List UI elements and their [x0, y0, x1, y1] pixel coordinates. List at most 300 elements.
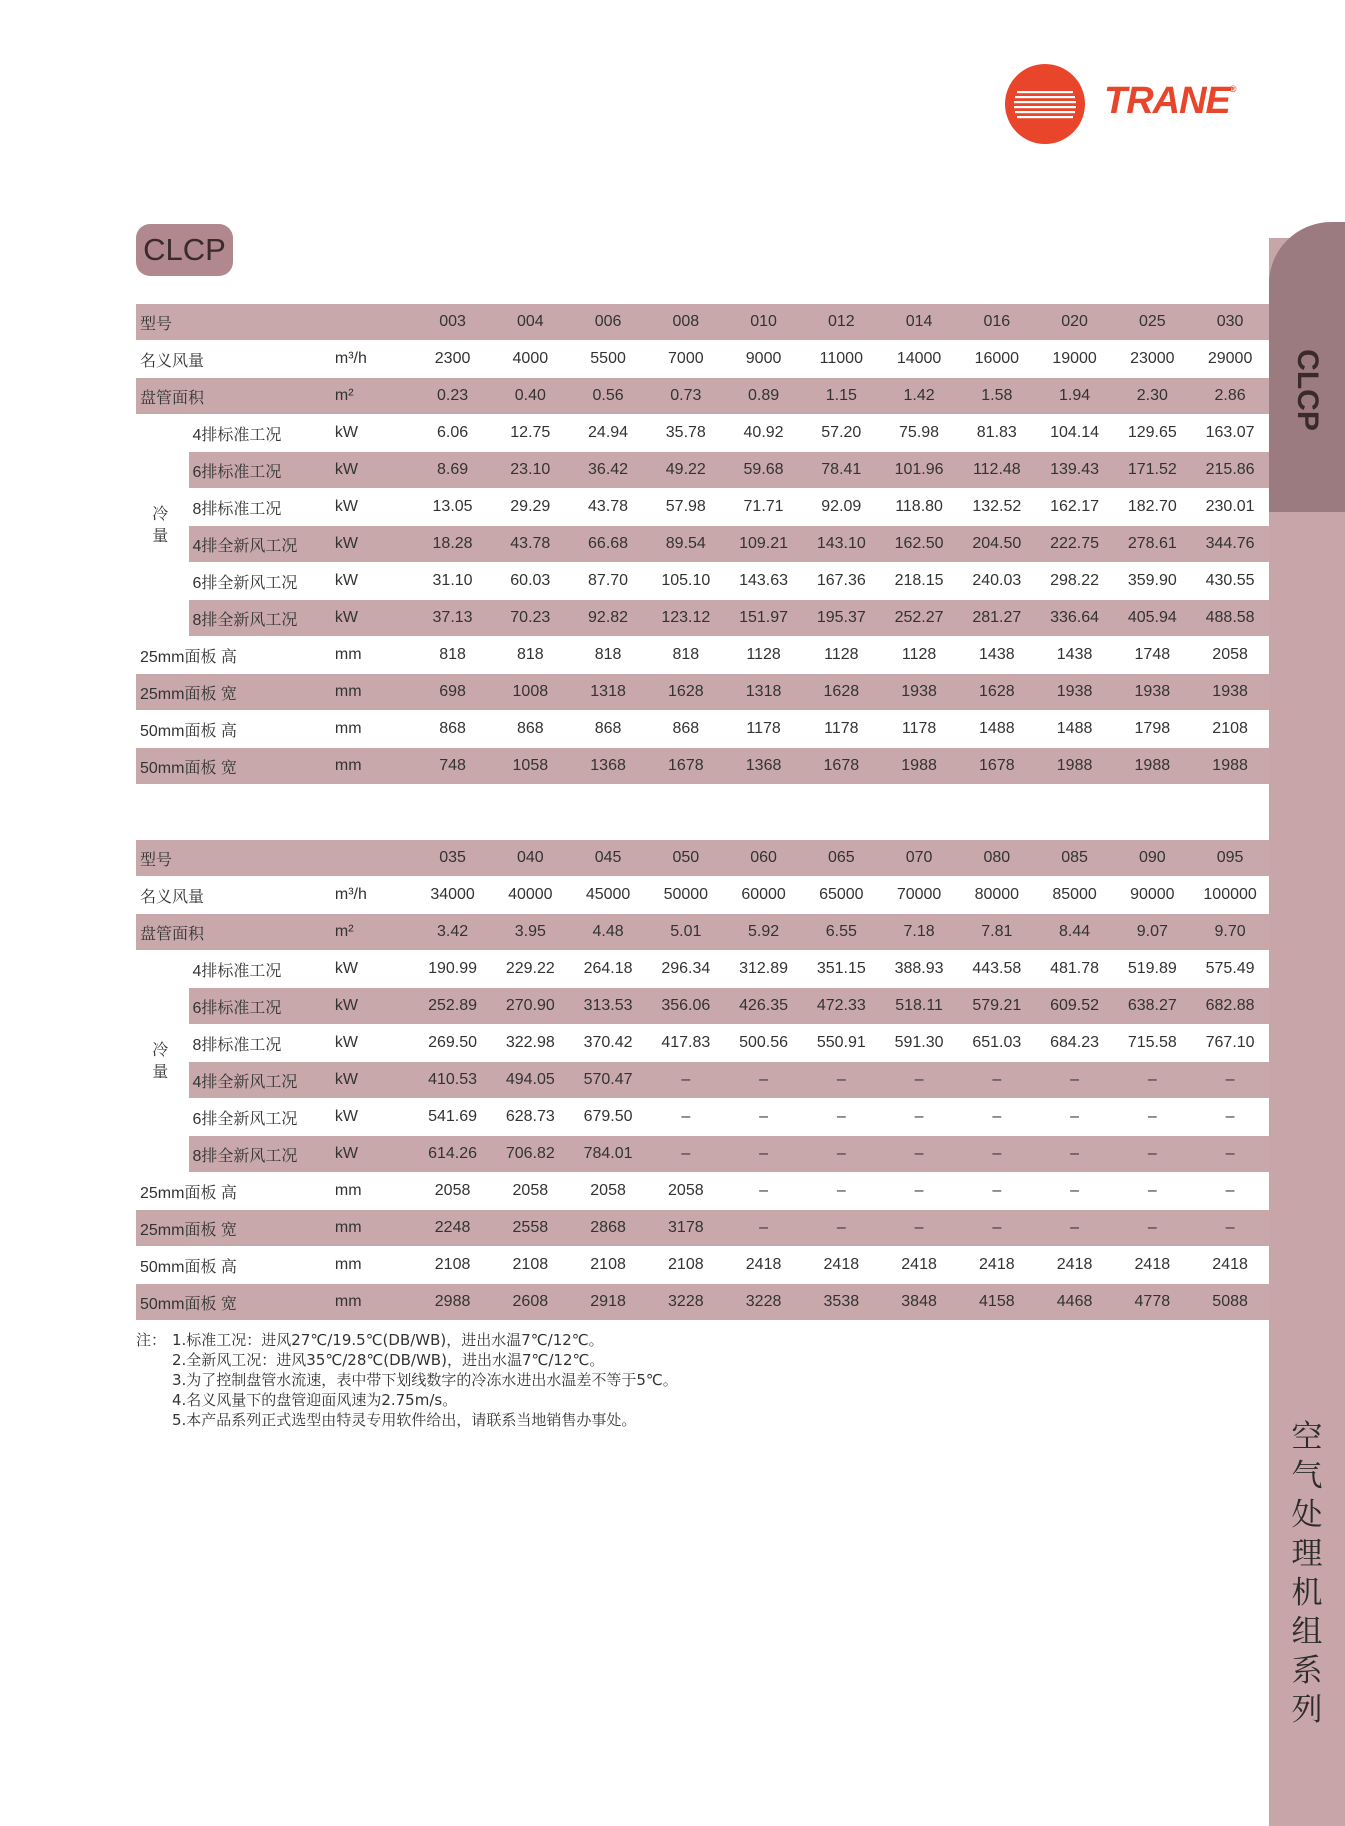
table-cell: 218.15 — [880, 563, 958, 600]
table-cell: 494.05 — [491, 1062, 569, 1099]
table-cell: 651.03 — [958, 1025, 1036, 1062]
trane-logo-icon — [1005, 64, 1085, 144]
table-cell: 2418 — [1036, 1247, 1114, 1284]
side-tab-title — [1269, 1418, 1345, 1730]
table-row — [136, 1025, 1269, 1062]
row-label: 25mm面板 高 — [136, 637, 331, 674]
table-cell: 45000 — [569, 877, 647, 914]
model-header-cell: 003 — [414, 304, 492, 341]
table-cell: 43.78 — [491, 526, 569, 563]
table-cell: 5088 — [1191, 1284, 1269, 1321]
table-cell: 60000 — [725, 877, 803, 914]
table-cell: 405.94 — [1113, 600, 1191, 637]
table-cell: 1678 — [958, 748, 1036, 785]
table-row — [136, 1173, 1269, 1210]
table-cell: – — [958, 1062, 1036, 1099]
table-cell: – — [1036, 1062, 1114, 1099]
table-cell: 638.27 — [1113, 988, 1191, 1025]
table-cell: – — [802, 1136, 880, 1173]
table-cell: 2418 — [802, 1247, 880, 1284]
table-cell: 4158 — [958, 1284, 1036, 1321]
table-cell: – — [1036, 1136, 1114, 1173]
table-row — [136, 674, 1269, 711]
row-unit — [331, 304, 414, 341]
table-cell: 818 — [414, 637, 492, 674]
table-cell: 1008 — [491, 674, 569, 711]
table-cell: – — [958, 1136, 1036, 1173]
row-unit: kW — [331, 489, 414, 526]
table-cell: 0.40 — [491, 378, 569, 415]
table-cell: 163.07 — [1191, 415, 1269, 452]
table-cell: 112.48 — [958, 452, 1036, 489]
note-item: 1.标准工况：进风27℃/19.5℃(DB/WB)，进出水温7℃/12℃。 — [172, 1331, 604, 1349]
table-cell: 2608 — [491, 1284, 569, 1321]
table-cell: 278.61 — [1113, 526, 1191, 563]
table-cell: 162.17 — [1036, 489, 1114, 526]
table-cell: 229.22 — [491, 951, 569, 988]
table-row — [136, 1099, 1269, 1136]
table-cell: 190.99 — [414, 951, 492, 988]
table-cell: 59.68 — [725, 452, 803, 489]
row-unit: mm — [331, 674, 414, 711]
model-header-cell: 014 — [880, 304, 958, 341]
table-cell: 1.94 — [1036, 378, 1114, 415]
model-header-cell: 006 — [569, 304, 647, 341]
model-header-cell: 004 — [491, 304, 569, 341]
table-cell: 443.58 — [958, 951, 1036, 988]
row-unit: m² — [331, 378, 414, 415]
table-cell: 1128 — [802, 637, 880, 674]
table-cell: 1988 — [1191, 748, 1269, 785]
table-cell: 222.75 — [1036, 526, 1114, 563]
table-cell: 2058 — [1191, 637, 1269, 674]
side-title-char: 机 — [1291, 1575, 1323, 1611]
table-cell: 2418 — [1113, 1247, 1191, 1284]
row-unit: m² — [331, 914, 414, 951]
model-header-cell: 035 — [414, 840, 492, 877]
table-cell: 85000 — [1036, 877, 1114, 914]
table-cell: 500.56 — [725, 1025, 803, 1062]
table-cell: 818 — [569, 637, 647, 674]
model-header-cell: 020 — [1036, 304, 1114, 341]
table-cell: – — [1191, 1062, 1269, 1099]
table-cell: 1.42 — [880, 378, 958, 415]
row-unit: kW — [331, 1136, 414, 1173]
note-item: 4.名义风量下的盘管迎面风速为2.75m/s。 — [172, 1391, 458, 1409]
table-cell: 868 — [569, 711, 647, 748]
table-cell: 19000 — [1036, 341, 1114, 378]
table-cell: 162.50 — [880, 526, 958, 563]
table-cell: 50000 — [647, 877, 725, 914]
table-cell: 3178 — [647, 1210, 725, 1247]
table-cell: – — [647, 1099, 725, 1136]
side-title-char: 组 — [1291, 1614, 1323, 1650]
table-cell: 298.22 — [1036, 563, 1114, 600]
row-label: 50mm面板 高 — [136, 711, 331, 748]
row-unit: kW — [331, 1099, 414, 1136]
spec-table-2 — [136, 840, 1269, 1321]
table-cell: 430.55 — [1191, 563, 1269, 600]
table-cell: 426.35 — [725, 988, 803, 1025]
row-unit: kW — [331, 452, 414, 489]
notes-list — [172, 1330, 678, 1430]
table-cell: 3228 — [647, 1284, 725, 1321]
side-title-char: 处 — [1291, 1497, 1323, 1533]
table-cell: 3848 — [880, 1284, 958, 1321]
table-cell: 488.58 — [1191, 600, 1269, 637]
model-header-cell: 085 — [1036, 840, 1114, 877]
table-cell: 36.42 — [569, 452, 647, 489]
brand-wordmark: TRANE® — [1104, 80, 1236, 122]
table-cell: 3538 — [802, 1284, 880, 1321]
table-cell: 100000 — [1191, 877, 1269, 914]
table-cell: 519.89 — [1113, 951, 1191, 988]
table-cell: 550.91 — [802, 1025, 880, 1062]
table-cell: 29.29 — [491, 489, 569, 526]
row-label: 25mm面板 宽 — [136, 1210, 331, 1247]
table-cell: 322.98 — [491, 1025, 569, 1062]
table-cell: 104.14 — [1036, 415, 1114, 452]
row-label: 8排标准工况 — [189, 489, 331, 526]
table-cell: 24.94 — [569, 415, 647, 452]
row-label: 4排全新风工况 — [189, 1062, 331, 1099]
model-header-cell: 045 — [569, 840, 647, 877]
table-cell: 105.10 — [647, 563, 725, 600]
row-unit: kW — [331, 563, 414, 600]
table-cell: 868 — [414, 711, 492, 748]
table-row — [136, 840, 1269, 877]
table-cell: 151.97 — [725, 600, 803, 637]
table-cell: 1628 — [958, 674, 1036, 711]
table-cell: 1178 — [725, 711, 803, 748]
table-cell: 628.73 — [491, 1099, 569, 1136]
table-cell: – — [958, 1099, 1036, 1136]
row-label: 型号 — [136, 840, 331, 877]
table-cell: 14000 — [880, 341, 958, 378]
table-cell: 7.18 — [880, 914, 958, 951]
table-cell: 388.93 — [880, 951, 958, 988]
table-cell: 370.42 — [569, 1025, 647, 1062]
row-label: 型号 — [136, 304, 331, 341]
table-cell: – — [802, 1210, 880, 1247]
table-cell: 2058 — [491, 1173, 569, 1210]
table-cell: 80000 — [958, 877, 1036, 914]
table-cell: 101.96 — [880, 452, 958, 489]
table-cell: 90000 — [1113, 877, 1191, 914]
row-label: 25mm面板 高 — [136, 1173, 331, 1210]
table-cell: 87.70 — [569, 563, 647, 600]
table-cell: 1128 — [880, 637, 958, 674]
row-label: 8排全新风工况 — [189, 1136, 331, 1173]
row-label: 25mm面板 宽 — [136, 674, 331, 711]
table-cell: 8.69 — [414, 452, 492, 489]
table-cell: 868 — [491, 711, 569, 748]
model-header-cell: 025 — [1113, 304, 1191, 341]
table-cell: 23000 — [1113, 341, 1191, 378]
table-cell: 609.52 — [1036, 988, 1114, 1025]
table-cell: 1678 — [802, 748, 880, 785]
table-cell: 1128 — [725, 637, 803, 674]
table-cell: 2108 — [414, 1247, 492, 1284]
table-cell: 92.09 — [802, 489, 880, 526]
table-row — [136, 711, 1269, 748]
cooling-capacity-group-label: 冷 量 — [136, 415, 189, 637]
table-cell: 1988 — [880, 748, 958, 785]
table-cell: 296.34 — [647, 951, 725, 988]
table-cell: 70.23 — [491, 600, 569, 637]
table-cell: – — [647, 1062, 725, 1099]
table-cell: 818 — [647, 637, 725, 674]
table-cell: – — [1191, 1210, 1269, 1247]
table-cell: 2248 — [414, 1210, 492, 1247]
table-row — [136, 526, 1269, 563]
table-row — [136, 600, 1269, 637]
row-unit: kW — [331, 1025, 414, 1062]
table-cell: 1318 — [569, 674, 647, 711]
side-title-char: 空 — [1291, 1419, 1323, 1455]
table-cell: 281.27 — [958, 600, 1036, 637]
table-cell: 417.83 — [647, 1025, 725, 1062]
table-cell: 40.92 — [725, 415, 803, 452]
table-cell: – — [1191, 1136, 1269, 1173]
row-label: 4排标准工况 — [189, 951, 331, 988]
note-item: 5.本产品系列正式选型由特灵专用软件给出，请联系当地销售办事处。 — [172, 1411, 637, 1429]
table-cell: 182.70 — [1113, 489, 1191, 526]
model-header-cell: 050 — [647, 840, 725, 877]
table-cell: 18.28 — [414, 526, 492, 563]
table-cell: 92.82 — [569, 600, 647, 637]
table-cell: 7000 — [647, 341, 725, 378]
row-label: 8排标准工况 — [189, 1025, 331, 1062]
table-cell: 3.95 — [491, 914, 569, 951]
table-cell: – — [1036, 1099, 1114, 1136]
table-cell: 57.98 — [647, 489, 725, 526]
model-header-cell: 040 — [491, 840, 569, 877]
table-cell: 1628 — [802, 674, 880, 711]
table-cell: – — [1113, 1062, 1191, 1099]
table-cell: 1318 — [725, 674, 803, 711]
table-cell: 575.49 — [1191, 951, 1269, 988]
row-unit: mm — [331, 711, 414, 748]
table-cell: 336.64 — [1036, 600, 1114, 637]
table-cell: 31.10 — [414, 563, 492, 600]
table-cell: 139.43 — [1036, 452, 1114, 489]
table-cell: 9000 — [725, 341, 803, 378]
table-cell: 7.81 — [958, 914, 1036, 951]
table-cell: 9.07 — [1113, 914, 1191, 951]
table-cell: – — [880, 1062, 958, 1099]
side-title-char: 系 — [1291, 1653, 1323, 1689]
table-cell: 11000 — [802, 341, 880, 378]
table-row — [136, 563, 1269, 600]
table-cell: 71.71 — [725, 489, 803, 526]
table-cell: 1.15 — [802, 378, 880, 415]
table-cell: 1178 — [880, 711, 958, 748]
table-cell: – — [880, 1210, 958, 1247]
table-cell: 5.92 — [725, 914, 803, 951]
table-cell: – — [725, 1210, 803, 1247]
table-cell: 698 — [414, 674, 492, 711]
table-cell: 2418 — [880, 1247, 958, 1284]
table-cell: 706.82 — [491, 1136, 569, 1173]
table-cell: 1938 — [1191, 674, 1269, 711]
side-title-char: 气 — [1291, 1458, 1323, 1494]
table-cell: – — [802, 1173, 880, 1210]
row-label: 6排标准工况 — [189, 988, 331, 1025]
table-cell: 6.55 — [802, 914, 880, 951]
table-cell: 818 — [491, 637, 569, 674]
table-cell: 2300 — [414, 341, 492, 378]
row-unit — [331, 840, 414, 877]
model-header-cell: 016 — [958, 304, 1036, 341]
table-cell: 684.23 — [1036, 1025, 1114, 1062]
table-row — [136, 415, 1269, 452]
table-cell: 2108 — [569, 1247, 647, 1284]
table-cell: 591.30 — [880, 1025, 958, 1062]
table-cell: – — [725, 1062, 803, 1099]
table-cell: – — [1191, 1099, 1269, 1136]
table-row — [136, 1062, 1269, 1099]
row-label: 6排标准工况 — [189, 452, 331, 489]
table-cell: 570.47 — [569, 1062, 647, 1099]
side-tab-code: CLCP — [1291, 349, 1325, 431]
table-cell: 1988 — [1036, 748, 1114, 785]
table-cell: 2868 — [569, 1210, 647, 1247]
table-cell: 359.90 — [1113, 563, 1191, 600]
notes-prefix: 注： — [136, 1331, 167, 1349]
table-row — [136, 1284, 1269, 1321]
model-header-cell: 060 — [725, 840, 803, 877]
model-header-cell: 010 — [725, 304, 803, 341]
table-cell: 143.10 — [802, 526, 880, 563]
table-cell: 2418 — [725, 1247, 803, 1284]
table-cell: 1798 — [1113, 711, 1191, 748]
row-unit: mm — [331, 1173, 414, 1210]
table-cell: 34000 — [414, 877, 492, 914]
table-cell: 1368 — [569, 748, 647, 785]
table-cell: 23.10 — [491, 452, 569, 489]
table-cell: 3228 — [725, 1284, 803, 1321]
table-cell: 252.89 — [414, 988, 492, 1025]
table-cell: 1438 — [958, 637, 1036, 674]
table-row — [136, 1247, 1269, 1284]
table-cell: 167.36 — [802, 563, 880, 600]
table-cell: 2108 — [1191, 711, 1269, 748]
table-cell: – — [802, 1099, 880, 1136]
table-cell: 1678 — [647, 748, 725, 785]
table-cell: 2558 — [491, 1210, 569, 1247]
table-row — [136, 489, 1269, 526]
row-label: 50mm面板 宽 — [136, 1284, 331, 1321]
table-cell: 3.42 — [414, 914, 492, 951]
table-cell: 313.53 — [569, 988, 647, 1025]
table-cell: 1488 — [958, 711, 1036, 748]
table-cell: 2918 — [569, 1284, 647, 1321]
table-cell: 252.27 — [880, 600, 958, 637]
table-row — [136, 452, 1269, 489]
table-cell: 2.30 — [1113, 378, 1191, 415]
table-cell: – — [880, 1173, 958, 1210]
table-cell: 230.01 — [1191, 489, 1269, 526]
table-cell: – — [880, 1136, 958, 1173]
note-item: 3.为了控制盘管水流速，表中带下划线数字的冷冻水进出水温差不等于5℃。 — [172, 1371, 678, 1389]
table-cell: 4468 — [1036, 1284, 1114, 1321]
table-cell: 2108 — [491, 1247, 569, 1284]
model-header-cell: 080 — [958, 840, 1036, 877]
note-item: 2.全新风工况：进风35℃/28℃(DB/WB)，进出水温7℃/12℃。 — [172, 1351, 605, 1369]
table-cell: 49.22 — [647, 452, 725, 489]
table-cell: 1748 — [1113, 637, 1191, 674]
table-cell: 70000 — [880, 877, 958, 914]
row-label: 盘管面积 — [136, 914, 331, 951]
row-unit: kW — [331, 415, 414, 452]
table-cell: 1488 — [1036, 711, 1114, 748]
table-cell: 351.15 — [802, 951, 880, 988]
table-cell: 43.78 — [569, 489, 647, 526]
table-cell: 4778 — [1113, 1284, 1191, 1321]
table-cell: 679.50 — [569, 1099, 647, 1136]
table-cell: – — [958, 1210, 1036, 1247]
table-cell: 481.78 — [1036, 951, 1114, 988]
table-cell: 0.73 — [647, 378, 725, 415]
row-label: 6排全新风工况 — [189, 1099, 331, 1136]
table-cell: 270.90 — [491, 988, 569, 1025]
table-cell: 1.58 — [958, 378, 1036, 415]
side-title-char: 理 — [1291, 1536, 1323, 1572]
table-cell: 767.10 — [1191, 1025, 1269, 1062]
table-cell: 269.50 — [414, 1025, 492, 1062]
table-cell: 89.54 — [647, 526, 725, 563]
row-label: 4排标准工况 — [189, 415, 331, 452]
table-cell: 60.03 — [491, 563, 569, 600]
row-label: 名义风量 — [136, 877, 331, 914]
model-header-cell: 012 — [802, 304, 880, 341]
table-cell: – — [802, 1062, 880, 1099]
table-cell: 16000 — [958, 341, 1036, 378]
table-cell: 1628 — [647, 674, 725, 711]
table-cell: 2988 — [414, 1284, 492, 1321]
table-cell: 12.75 — [491, 415, 569, 452]
table-cell: 1058 — [491, 748, 569, 785]
table-cell: 6.06 — [414, 415, 492, 452]
row-unit: m³/h — [331, 877, 414, 914]
table-cell: 37.13 — [414, 600, 492, 637]
table-row — [136, 304, 1269, 341]
row-unit: mm — [331, 748, 414, 785]
table-row — [136, 988, 1269, 1025]
table-cell: 13.05 — [414, 489, 492, 526]
table-cell: – — [647, 1136, 725, 1173]
table-cell: 66.68 — [569, 526, 647, 563]
table-cell: 123.12 — [647, 600, 725, 637]
table-cell: 2058 — [647, 1173, 725, 1210]
table-cell: – — [725, 1136, 803, 1173]
model-header-cell: 090 — [1113, 840, 1191, 877]
model-header-cell: 095 — [1191, 840, 1269, 877]
table-cell: 1438 — [1036, 637, 1114, 674]
row-unit: mm — [331, 1284, 414, 1321]
table-row — [136, 341, 1269, 378]
row-label: 盘管面积 — [136, 378, 331, 415]
table-cell: 65000 — [802, 877, 880, 914]
table-cell: 5.01 — [647, 914, 725, 951]
table-cell: 344.76 — [1191, 526, 1269, 563]
table-cell: 81.83 — [958, 415, 1036, 452]
row-label: 50mm面板 宽 — [136, 748, 331, 785]
table-cell: 784.01 — [569, 1136, 647, 1173]
table-cell: 264.18 — [569, 951, 647, 988]
table-cell: 195.37 — [802, 600, 880, 637]
